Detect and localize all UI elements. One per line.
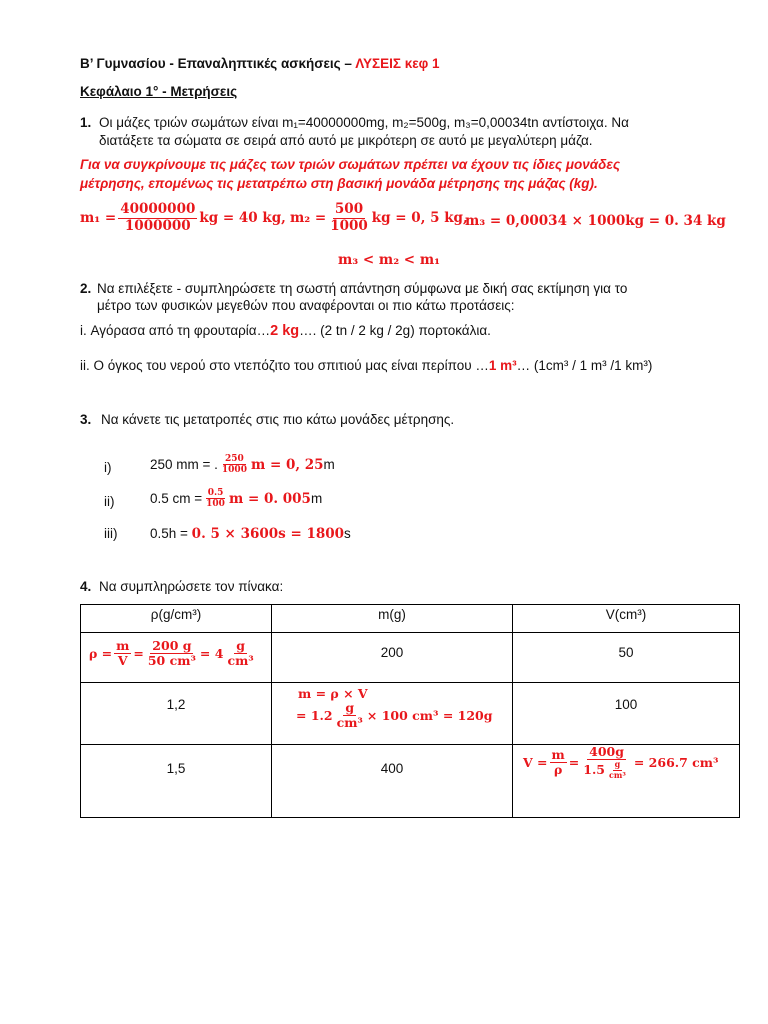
q3-ii-fraction: [204, 488, 227, 510]
m1-lhs: m₁ =: [80, 210, 117, 227]
rho-frac-1-num: m: [116, 638, 130, 653]
v-frac-2-num: 400g: [589, 744, 624, 759]
m-frac-num: g: [345, 700, 355, 715]
table-row: [81, 633, 740, 683]
m-line2-pre: = 1.2: [296, 708, 333, 724]
v-frac-2: [581, 745, 632, 780]
m-line2-post: × 100 cm³ = 120g: [366, 708, 493, 724]
v-frac-1-num: m: [551, 746, 565, 762]
m2-fraction: [328, 202, 370, 234]
cell-v-formula: [513, 745, 740, 818]
q2-item-i: [80, 323, 491, 339]
m2-lhs: m₂ =: [290, 210, 327, 227]
q3-i-unit: m: [323, 457, 335, 473]
title-solutions-label: ΛΥΣΕΙΣ κεφ 1: [355, 56, 440, 71]
cell-m-3: 400: [272, 745, 513, 818]
q1-line2: διατάξετε τα σώματα σε σειρά από αυτό με μικρότερη σε αυτό με μεγαλύτερη μάζα.: [99, 133, 593, 148]
cell-m-1: 200: [272, 633, 513, 683]
q3-ii-unit: m: [310, 491, 323, 507]
m1-numerator: 40000000: [120, 201, 196, 217]
cell-rho-2: 1,2: [81, 683, 272, 745]
q2-item-ii: [80, 358, 652, 373]
mass-order: m₃ < m₂ < m₁: [338, 252, 441, 268]
cell-v-2: 100: [513, 683, 740, 745]
q2-i-options: …. (2 tn / 2 kg / 2g) πορτοκάλια.: [299, 323, 491, 338]
q1-answer-line1: Για να συγκρίνουμε τις μάζες των τριών σωμάτων πρέπει να έχουν τις ίδιες μονάδες: [80, 157, 621, 172]
q3-label-iii: iii): [104, 526, 118, 541]
q2-line1: Να επιλέξετε - συμπληρώσετε τη σωστή απάντηση σύμφωνα με δική σας εκτίμηση για το: [97, 281, 628, 296]
rho-frac-2: [146, 639, 198, 669]
q2-i-text: i. Αγόρασα από τη φρουταρία…: [80, 323, 271, 338]
q2-number: 2.: [80, 281, 92, 296]
q3-iii-lhs: 0.5h =: [150, 526, 192, 541]
q3-iii-result: 0. 5 × 3600s = 1800: [191, 526, 345, 542]
rho-frac-2-den: 50 cm³: [147, 653, 196, 669]
rho-frac-1: [114, 639, 131, 669]
q3-i-numerator: 250: [225, 454, 244, 464]
rho-eq-2: = 4: [199, 646, 224, 662]
table-row: [81, 745, 740, 818]
q4-prompt: Να συμπληρώσετε τον πίνακα:: [99, 579, 284, 594]
q3-i-lhs: 250 mm = .: [150, 457, 218, 473]
q3-ii-denominator: 100: [206, 499, 225, 510]
m3-equation: m₃ = 0,00034 × 1000kg = 0. 34 kg: [465, 213, 726, 229]
v-inner-frac: [607, 760, 628, 779]
q3-number: 3.: [80, 412, 92, 427]
q3-conversion-ii: [150, 488, 322, 510]
q3-iii-unit: s: [344, 526, 351, 541]
table-row: [81, 683, 740, 745]
v-inner-num: g: [614, 759, 621, 770]
cell-v-1: 50: [513, 633, 740, 683]
m2-equation: [290, 202, 468, 234]
m-formula-line1: m = ρ × V: [298, 686, 368, 701]
v-frac-1: [550, 748, 567, 778]
rho-frac-3: [225, 639, 255, 669]
q1-number: 1.: [80, 115, 92, 130]
rho-lhs: ρ =: [89, 646, 113, 662]
q3-ii-result: m = 0. 005: [228, 490, 311, 507]
q3-conversion-i: [150, 454, 335, 476]
cell-rho-3: 1,5: [81, 745, 272, 818]
m1-equation: [80, 202, 286, 234]
v-rhs: = 266.7 cm³: [633, 754, 719, 770]
q3-i-result: m = 0, 25: [250, 456, 324, 473]
q3-ii-lhs: 0.5 cm =: [150, 491, 203, 507]
q2-i-answer: 2 kg: [270, 323, 300, 339]
page-title: [80, 56, 440, 71]
header-rho: ρ(g/cm³): [81, 605, 272, 633]
m-frac-den: cm³: [336, 715, 363, 731]
m1-denominator: 1000000: [124, 217, 191, 234]
header-v: V(cm³): [513, 605, 740, 633]
m2-denominator: 1000: [330, 217, 368, 234]
title-text: Β’ Γυμνασίου - Επαναληπτικές ασκήσεις –: [80, 56, 356, 71]
m1-rhs: kg = 40 kg,: [199, 210, 286, 227]
m-formula-line2: [272, 701, 512, 731]
q2-ii-options: … (1cm³ / 1 m³ /1 km³): [516, 358, 653, 373]
header-m: m(g): [272, 605, 513, 633]
v-inner-den: cm³: [609, 769, 626, 780]
rho-eq: =: [133, 646, 144, 662]
q2-ii-text: ii. Ο όγκος του νερού στο ντεπόζιτο του σπιτιού μας είναι περίπου …: [80, 358, 489, 373]
cell-rho-formula: [81, 633, 272, 683]
rho-frac-2-num: 200 g: [152, 638, 192, 653]
cell-m-formula: [272, 683, 513, 745]
q1-line1: Οι μάζες τριών σωμάτων είναι m₁=40000000mg, m₂=500g, m₃=0,00034tn αντίστοιχα. Να: [99, 115, 629, 130]
q2-line2: μέτρο των φυσικών μεγεθών που αναφέρονται οι πιο κάτω προτάσεις:: [97, 298, 515, 313]
q1-answer-line2: μέτρησης, επομένως τις μετατρέπω στη βασική μονάδα μέτρησης της μάζας (kg).: [80, 176, 598, 191]
q3-label-i: i): [104, 460, 112, 475]
m2-rhs: kg = 0, 5 kg,: [371, 210, 468, 227]
table-header-row: [81, 605, 740, 633]
chapter-heading: Κεφάλαιο 1° - Μετρήσεις: [80, 84, 238, 99]
q2-ii-answer: 1 m³: [488, 358, 517, 373]
q3-i-denominator: 1000: [221, 465, 247, 476]
q3-label-ii: ii): [104, 494, 115, 509]
rho-frac-3-num: g: [236, 638, 245, 653]
rho-frac-1-den: V: [117, 653, 128, 669]
density-table: [80, 604, 740, 818]
rho-frac-3-den: cm³: [227, 653, 254, 669]
v-eq: =: [568, 754, 580, 770]
q4-number: 4.: [80, 579, 92, 594]
v-frac-2-den: [581, 760, 632, 779]
m1-fraction: [118, 202, 197, 234]
m-frac: [335, 701, 365, 731]
v-den-pre: 1.5: [583, 761, 605, 777]
q3-ii-numerator: 0.5: [207, 488, 224, 498]
q3-i-fraction: [220, 454, 249, 476]
q3-conversion-iii: [150, 526, 351, 542]
v-frac-1-den: ρ: [553, 761, 563, 777]
v-lhs: V =: [523, 754, 548, 770]
m2-numerator: 500: [334, 201, 364, 217]
q3-prompt: Να κάνετε τις μετατροπές στις πιο κάτω μονάδες μέτρησης.: [101, 412, 455, 427]
